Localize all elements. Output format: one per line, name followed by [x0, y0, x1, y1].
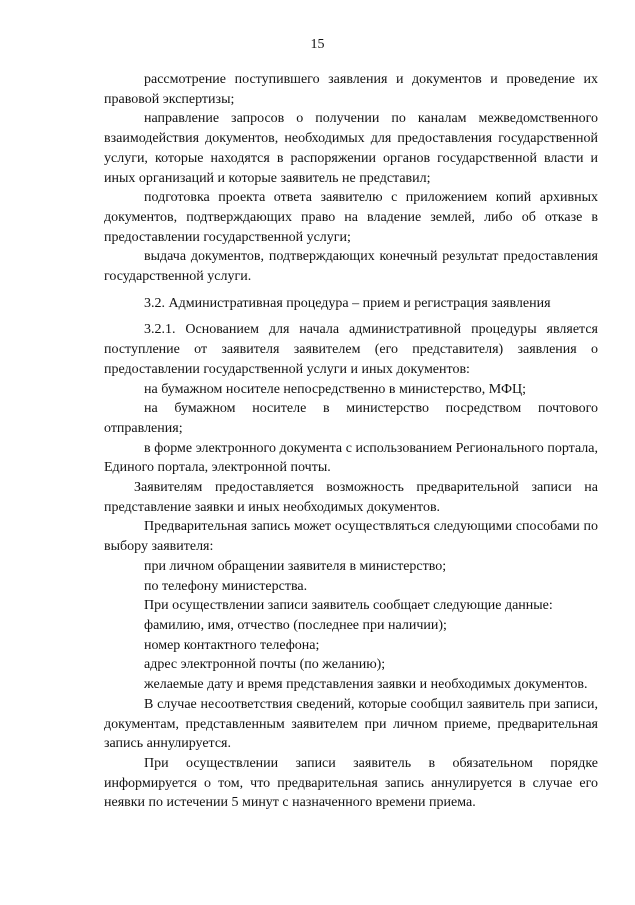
paragraph: желаемые дату и время представления заявки и необходимых документов. — [144, 677, 588, 693]
paragraph: в форме электронного документа с использованием Регионального портала, Единого портала, электронной почты. — [104, 440, 598, 476]
paragraph: фамилию, имя, отчество (последнее при наличии); — [144, 617, 447, 633]
paragraph: подготовка проекта ответа заявителю с приложением копий архивных документов, подтверждающих право на владение землей, либо об отказе в предоставлении государственной услуги; — [104, 190, 598, 245]
section-heading: 3.2. Административная процедура – прием и регистрация заявления — [144, 295, 551, 311]
paragraph: на бумажном носителе непосредственно в министерство, МФЦ; — [144, 381, 527, 397]
paragraph: на бумажном носителе в министерство посредством почтового отправления; — [104, 401, 598, 436]
paragraph: При осуществлении записи заявитель в обязательном порядке информируется о том, что предварительная запись аннулируется в случае его неявки по истечении 5 минут с назначенного времени приема. — [104, 755, 598, 811]
page-number: 15 — [310, 37, 325, 52]
paragraph: направление запросов о получении по каналам межведомственного взаимодействия документов, необходимых для предоставления государственной услуги, которые находятся в распоряжении органов государственной власти и иных организаций и которые заявитель не представил; — [104, 111, 598, 186]
paragraph: адрес электронной почты (по желанию); — [144, 657, 386, 673]
document-body — [104, 70, 598, 813]
paragraph: при личном обращении заявителя в министерство; — [144, 558, 447, 574]
paragraph: по телефону министерства. — [144, 578, 308, 594]
paragraph: рассмотрение поступившего заявления и документов и проведение их правовой экспертизы; — [104, 72, 598, 107]
paragraph: При осуществлении записи заявитель сообщает следующие данные: — [144, 598, 553, 614]
paragraph: 3.2.1. Основанием для начала административной процедуры является поступление от заявителя заявителем (его представителя) заявления о предоставлении государственной услуги и иных документов: — [104, 322, 598, 377]
paragraph: номер контактного телефона; — [144, 637, 320, 653]
paragraph: Предварительная запись может осуществляться следующими способами по выбору заявителя: — [104, 519, 598, 555]
paragraph: выдача документов, подтверждающих конечный результат предоставления государственной услуги. — [104, 249, 598, 285]
paragraph: В случае несоответствия сведений, которые сообщил заявитель при записи, документам, представленным заявителем при личном приеме, предварительная запись аннулируется. — [104, 696, 598, 752]
paragraph: Заявителям предоставляется возможность предварительной записи на представление заявки и иных необходимых документов. — [104, 480, 598, 515]
